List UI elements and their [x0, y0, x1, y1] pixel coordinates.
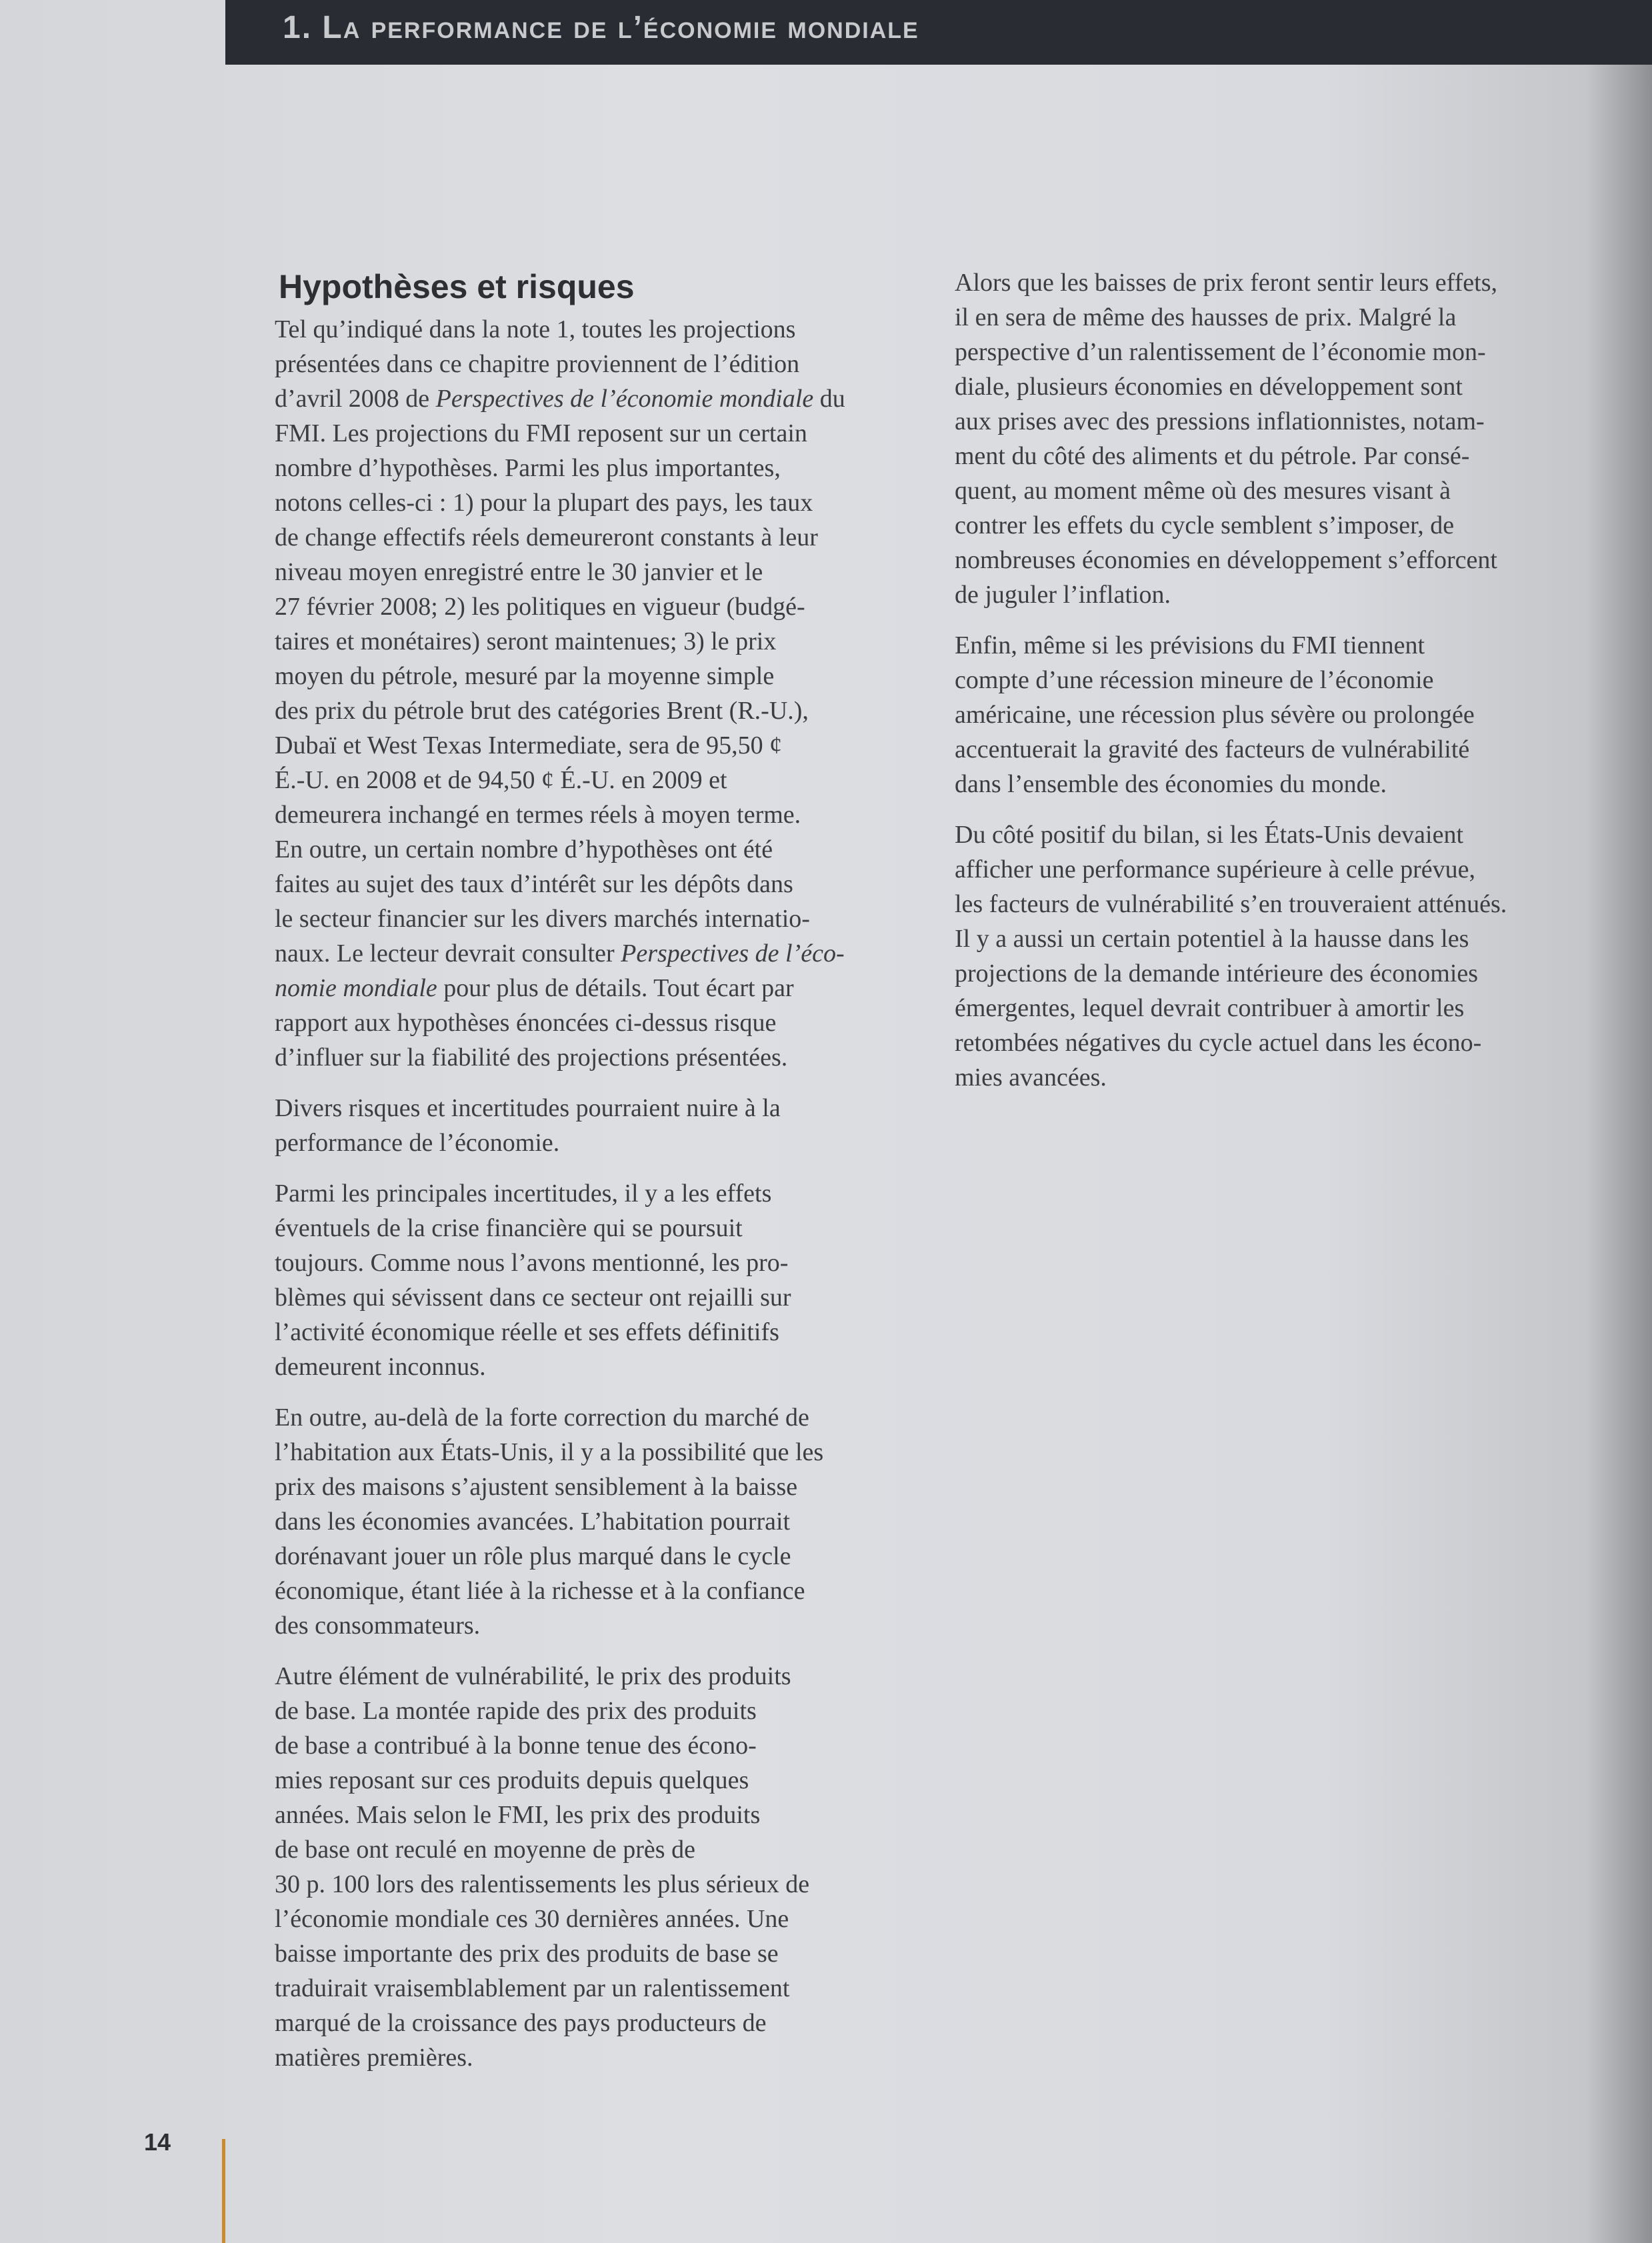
publication-title: Perspectives de l’éco- nomie mondiale: [275, 939, 845, 1002]
paragraph-hypotheses: [275, 312, 898, 1075]
paragraph-upside: Du côté positif du bilan, si les États-Unis devaient afficher une performance supérieure à celle prévue, les facteurs de vulnérabilité s’en trouveraient atténués. Il y a aussi un certain potentiel à la hausse dans les projections de la demande intérieure des économies émergentes, lequel devrait contribuer à amortir les retombées négatives du cycle actuel dans les écono- mies avancées.: [955, 821, 1507, 1091]
page-number: 14: [144, 2128, 171, 2156]
paragraph-price-increases: Alors que les baisses de prix feront sentir leurs effets, il en sera de même des hausses de prix. Malgré la perspective d’un ralentissement de l’économie mon- diale, plusieurs économies en développement sont aux prises avec des pressions inflationnistes, notam- ment du côté des aliments et du pétrole. Par consé- quent, au moment même où des mesures visant à contrer les effets du cycle semblent s’imposer, de nombreuses économies en développement s’efforcent de juguler l’inflation.: [955, 269, 1497, 609]
chapter-header-bar: [225, 0, 1652, 65]
section-heading: Hypothèses et risques: [279, 268, 635, 305]
right-column: [955, 265, 1595, 1111]
paragraph-text: pour plus de détails. Tout écart par rapport aux hypothèses énoncées ci-dessus risque d’influer sur la fiabilité des projections présentées.: [275, 974, 794, 1071]
accent-rule: [222, 2139, 225, 2243]
paragraph-risks-intro: Divers risques et incertitudes pourraient nuire à la performance de l’économie.: [275, 1094, 781, 1157]
chapter-title: 1. La performance de l’économie mondiale: [283, 10, 919, 45]
publication-title: Perspectives de l’économie mondiale: [435, 385, 814, 413]
paragraph-text: Tel qu’indiqué dans la note 1, toutes les projections présentées dans ce chapitre proviennent de l’édition d’avril 2008 de: [275, 315, 800, 413]
paragraph-text: du FMI. Les projections du FMI reposent sur un certain nombre d’hypothèses. Parmi les plus importantes, notons celles-ci : 1) pour la plupart des pays, les taux de change effectifs réels demeureront constants à leur niveau moyen enregistré entre le 30 janvier et le 27 février 2008; 2) les politiques en vigueur (budgé- taires et monétaires) seront maintenues; 3) le prix moyen du pétrole, mesuré par la moyenne simple des prix du pétrole brut des catégories Brent (R.-U.), Dubaï et West Texas Intermediate, sera de 95,50 ¢ É.-U. en 2008 et de 94,50 ¢ É.-U. en 2009 et demeurera inchangé en termes réels à moyen terme. En outre, un certain nombre d’hypothèses ont été faites au sujet des taux d’intérêt sur les dépôts dans le secteur financier sur les divers marchés internatio- naux. Le lecteur devrait consulter: [275, 385, 845, 967]
paragraph-commodities: Autre élément de vulnérabilité, le prix des produits de base. La montée rapide des prix des produits de base a contribué à la bonne tenue des écono- mies reposant sur ces produits depuis quelques années. Mais selon le FMI, les prix des produits de base ont reculé en moyenne de près de 30 p. 100 lors des ralentissements les plus sérieux de l’économie mondiale ces 30 dernières années. Une baisse importante des prix des produits de base se traduirait vraisemblablement par un ralentissement marqué de la croissance des pays producteurs de matières premières.: [275, 1662, 810, 2072]
paragraph-us-recession: Enfin, même si les prévisions du FMI tiennent compte d’une récession mineure de l’économie américaine, une récession plus sévère ou prolongée accentuerait la gravité des facteurs de vulnérabilité dans l’ensemble des économies du monde.: [955, 631, 1475, 798]
left-column: [275, 267, 898, 2091]
paragraph-financial-crisis: Parmi les principales incertitudes, il y a les effets éventuels de la crise financière qui se poursuit toujours. Comme nous l’avons mentionné, les pro- blèmes qui sévissent dans ce secteur ont rejailli sur l’activité économique réelle et ses effets définitifs demeurent inconnus.: [275, 1180, 791, 1381]
paragraph-housing: En outre, au-delà de la forte correction du marché de l’habitation aux États-Unis, il y a la possibilité que les prix des maisons s’ajustent sensiblement à la baisse dans les économies avancées. L’habitation pourrait dorénavant jouer un rôle plus marqué dans le cycle économique, étant liée à la richesse et à la confiance des consommateurs.: [275, 1404, 824, 1640]
